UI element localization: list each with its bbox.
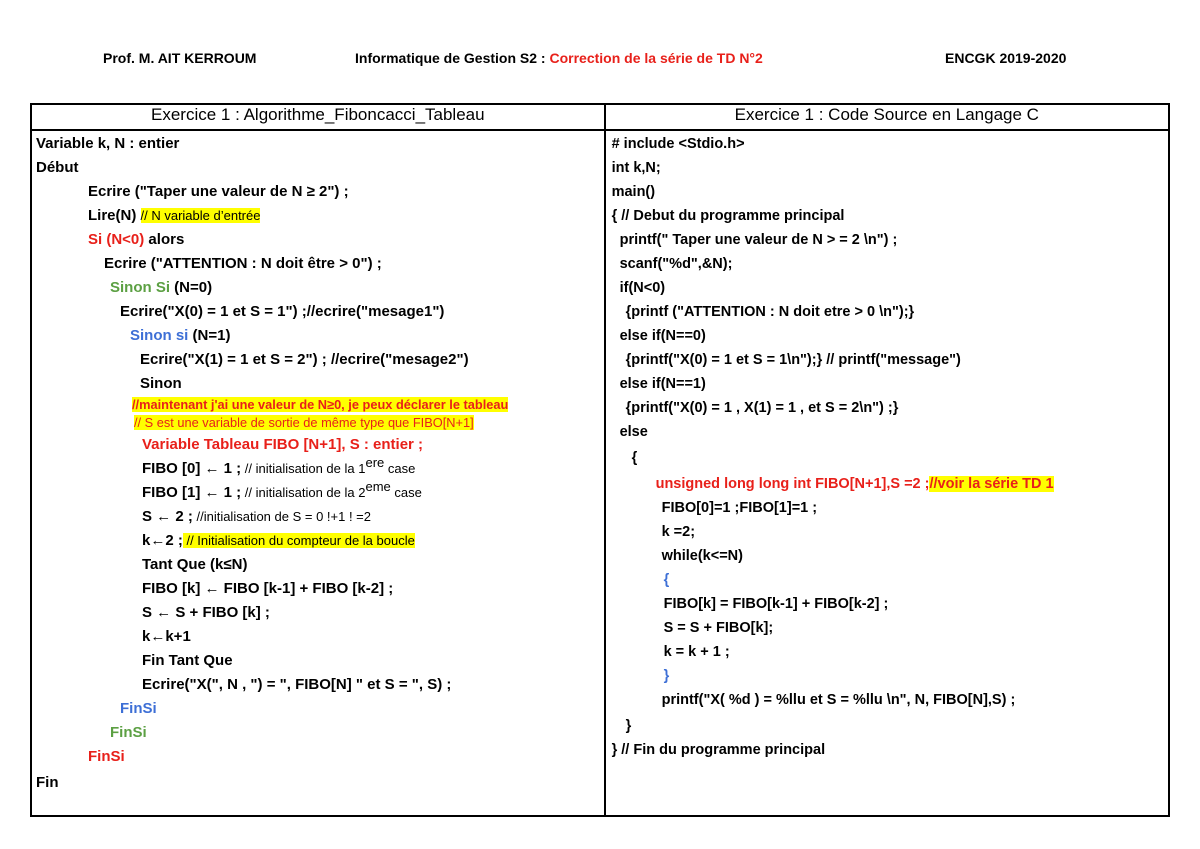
alg-line: FIBO [0] ← 1 ; // initialisation de la 1ere case <box>142 455 416 477</box>
code-line: k =2; <box>661 524 696 540</box>
highlighted-comment: // Initialisation du compteur de la boucle <box>182 533 415 548</box>
alg-comment-line: // S est une variable de sortie de même type que FIBO[N+1] <box>134 415 474 430</box>
alg-line: FinSi <box>120 700 157 717</box>
code-line: unsigned long long int FIBO[N+1],S =2 ;//voir la série TD 1 <box>655 476 1054 492</box>
alg-line: Tant Que (k≤N) <box>142 556 248 573</box>
code-line: } <box>625 718 632 734</box>
alg-line: Sinon <box>140 375 182 392</box>
code-line: FIBO[0]=1 ;FIBO[1]=1 ; <box>661 500 818 516</box>
code-line: {printf("X(0) = 1 et S = 1\n");} // printf("message") <box>625 352 961 368</box>
course-highlight: Correction de la série de TD N°2 <box>549 50 763 66</box>
code-line: {printf("X(0) = 1 , X(1) = 1 , et S = 2\n") ;} <box>625 400 899 416</box>
alg-line: Sinon si (N=1) <box>130 327 231 344</box>
code-lines <box>606 131 1168 815</box>
alg-line: Lire(N) // N variable d’entrée <box>88 207 261 224</box>
alg-line: Ecrire ("ATTENTION : N doit être > 0") ; <box>104 255 382 272</box>
code-line: scanf("%d",&N); <box>619 256 733 272</box>
exercise-table <box>30 103 1170 817</box>
alg-line: k←2 ; // Initialisation du compteur de la boucle <box>142 532 415 549</box>
course-label: Informatique de Gestion S2 : <box>355 50 546 66</box>
left-column-title: Exercice 1 : Algorithme_Fiboncacci_Tableau <box>31 104 605 130</box>
alg-line: FinSi <box>88 748 125 765</box>
algorithm-lines <box>32 131 604 815</box>
school-year: ENCGK 2019-2020 <box>945 50 1067 66</box>
code-line: main() <box>611 184 656 200</box>
alg-line: FinSi <box>110 724 147 741</box>
code-line: { <box>663 572 670 588</box>
alg-line: Fin Tant Que <box>142 652 233 669</box>
alg-line: Variable Tableau FIBO [N+1], S : entier ; <box>142 436 424 453</box>
code-line: { <box>631 450 638 466</box>
highlighted-comment: // N variable d’entrée <box>140 208 261 223</box>
course-title <box>355 50 763 66</box>
code-line: else if(N==0) <box>619 328 706 344</box>
alg-line: S ← 2 ; //initialisation de S = 0 !+1 ! =2 <box>142 508 371 525</box>
code-cell <box>605 130 1169 816</box>
code-line: else if(N==1) <box>619 376 706 392</box>
page-header <box>0 50 1200 72</box>
alg-line: Ecrire ("Taper une valeur de N ≥ 2") ; <box>88 183 349 200</box>
alg-line: Ecrire("X(", N , ") = ", FIBO[N] " et S = ", S) ; <box>142 676 452 693</box>
alg-line: Fin <box>36 774 59 791</box>
alg-line: FIBO [1] ← 1 ; // initialisation de la 2eme case <box>142 479 422 501</box>
right-column-title: Exercice 1 : Code Source en Langage C <box>605 104 1169 130</box>
code-line: } // Fin du programme principal <box>611 742 826 758</box>
author: Prof. M. AIT KERROUM <box>103 50 257 66</box>
alg-line: k←k+1 <box>142 628 191 645</box>
code-line: {printf ("ATTENTION : N doit etre > 0 \n");} <box>625 304 915 320</box>
code-line: { // Debut du programme principal <box>611 208 845 224</box>
alg-line: S ← S + FIBO [k] ; <box>142 604 270 621</box>
code-line: printf("X( %d ) = %llu et S = %llu \n", N, FIBO[N],S) ; <box>661 692 1016 708</box>
alg-line: Ecrire("X(1) = 1 et S = 2") ; //ecrire("mesage2") <box>140 351 469 368</box>
code-line: # include <Stdio.h> <box>611 136 745 152</box>
code-line: FIBO[k] = FIBO[k-1] + FIBO[k-2] ; <box>663 596 889 612</box>
code-line: else <box>619 424 648 440</box>
alg-line: Si (N<0) alors <box>88 231 185 248</box>
code-line: if(N<0) <box>619 280 666 296</box>
code-line: while(k<=N) <box>661 548 743 564</box>
alg-comment-line: //maintenant j'ai une valeur de N≥0, je peux déclarer le tableau <box>132 397 509 412</box>
code-line: } <box>663 668 670 684</box>
code-line: printf(" Taper une valeur de N > = 2 \n") ; <box>619 232 898 248</box>
alg-line: Variable k, N : entier <box>36 135 180 152</box>
alg-line: Sinon Si (N=0) <box>110 279 213 296</box>
code-line: int k,N; <box>611 160 661 176</box>
alg-line: Ecrire("X(0) = 1 et S = 1") ;//ecrire("mesage1") <box>120 303 445 320</box>
highlighted-comment: //voir la série TD 1 <box>929 476 1054 492</box>
code-line: k = k + 1 ; <box>663 644 730 660</box>
alg-line: Début <box>36 159 79 176</box>
alg-line: FIBO [k] ← FIBO [k-1] + FIBO [k-2] ; <box>142 580 394 597</box>
algorithm-cell <box>31 130 605 816</box>
code-line: S = S + FIBO[k]; <box>663 620 774 636</box>
